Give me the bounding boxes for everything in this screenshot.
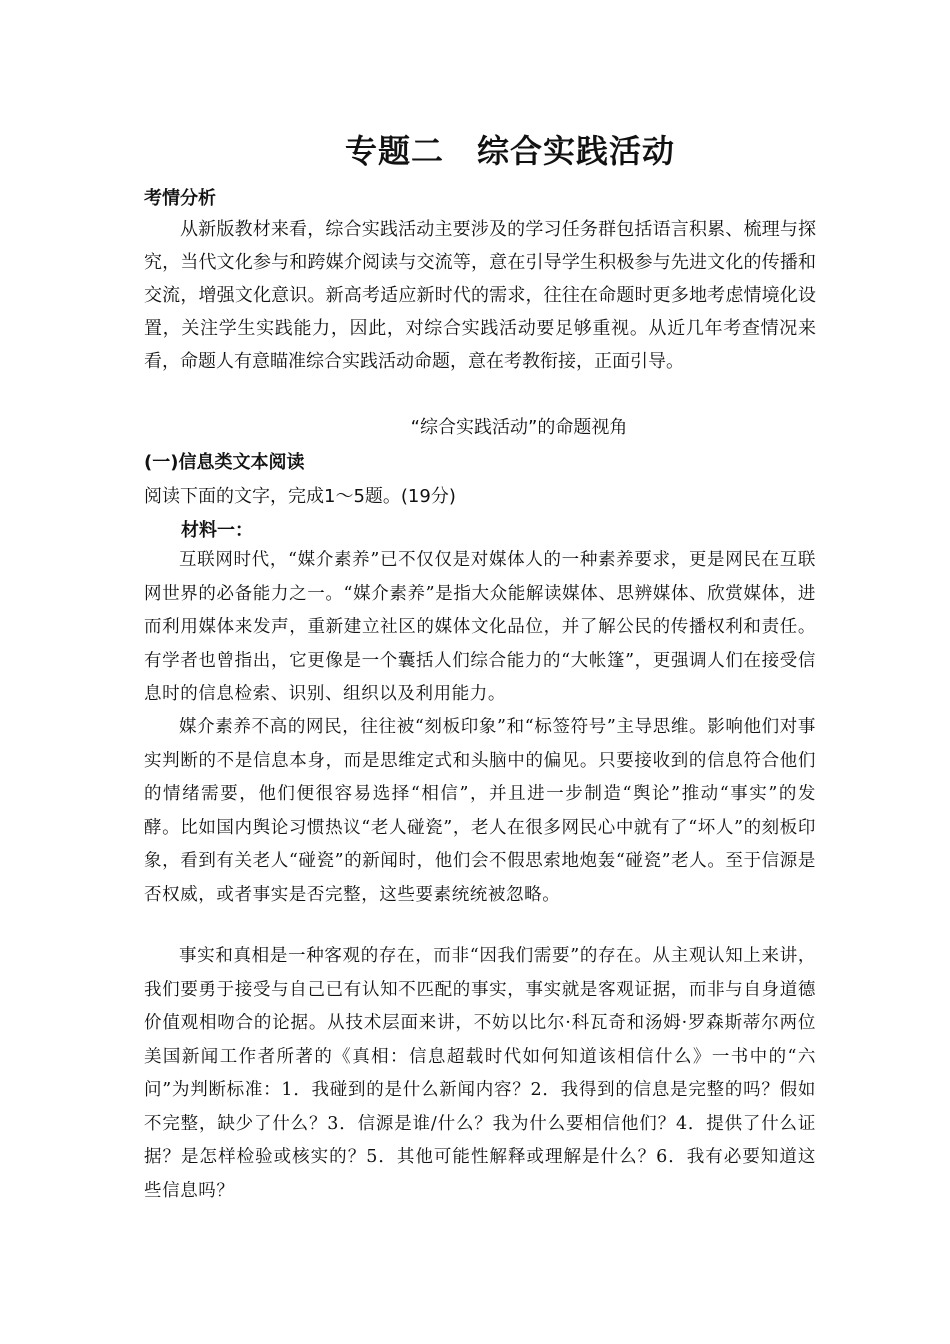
part1-instruction: 阅读下面的文字，完成1～5题。(19分)	[144, 486, 456, 507]
part1-heading: (一)信息类文本阅读	[144, 452, 305, 473]
angle-title: “综合实践活动”的命题视角	[410, 417, 628, 438]
page-title: 专题二 综合实践活动	[344, 132, 675, 170]
material-paragraph-1: 互联网时代，“媒介素养”已不仅仅是对媒体人的一种素养要求，更是网民在互联网世界的必备能力之一。“媒介素养”是指大众能解读媒体、思辨媒体、欣赏媒体，进而利用媒体来发声，重新建立社区的媒体文化品位，并了解公民的传播权利和责任。有学者也曾指出，它更像是一个囊括人们综合能力的“大帐篷”，更强调人们在接受信息时的信息检索、识别、组织以及利用能力。	[144, 550, 816, 704]
material-paragraph-2: 媒介素养不高的网民，往往被“刻板印象”和“标签符号”主导思维。影响他们对事实判断的不是信息本身，而是思维定式和头脑中的偏见。只要接收到的信息符合他们的情绪需要，他们便很容易选择“相信”，并且进一步制造“舆论”推动“事实”的发酵。比如国内舆论习惯热议“老人碰瓷”，老人在很多网民心中就有了“坏人”的刻板印象，看到有关老人“碰瓷”的新闻时，他们会不假思索地炮轰“碰瓷”老人。至于信源是否权威，或者事实是否完整，这些要素统统被忽略。	[144, 717, 816, 905]
material-paragraph-3: 事实和真相是一种客观的存在，而非“因我们需要”的存在。从主观认知上来讲，我们要勇于接受与自己已有认知不匹配的事实，事实就是客观证据，而非与自身道德价值观相吻合的论据。从技术层面来讲，不妨以比尔·科瓦奇和汤姆·罗森斯蒂尔两位美国新闻工作者所著的《真相：信息超载时代如何知道该相信什么》一书中的“六问”为判断标准：1．我碰到的是什么新闻内容？2．我得到的信息是完整的吗？假如不完整，缺少了什么？3．信源是谁/什么？我为什么要相信他们？4．提供了什么证据？是怎样检验或核实的？5．其他可能性解释或理解是什么？6．我有必要知道这些信息吗？	[144, 946, 816, 1201]
material-label: 材料一：	[181, 520, 253, 541]
exam-analysis-heading: 考情分析	[144, 188, 216, 209]
exam-analysis-body: 从新版教材来看，综合实践活动主要涉及的学习任务群包括语言积累、梳理与探究，当代文化参与和跨媒介阅读与交流等，意在引导学生积极参与先进文化的传播和交流，增强文化意识。新高考适应新时代的需求，往往在命题时更多地考虑情境化设置，关注学生实践能力，因此，对综合实践活动要足够重视。从近几年考查情况来看，命题人有意瞄准综合实践活动命题，意在考教衔接，正面引导。	[144, 219, 816, 372]
